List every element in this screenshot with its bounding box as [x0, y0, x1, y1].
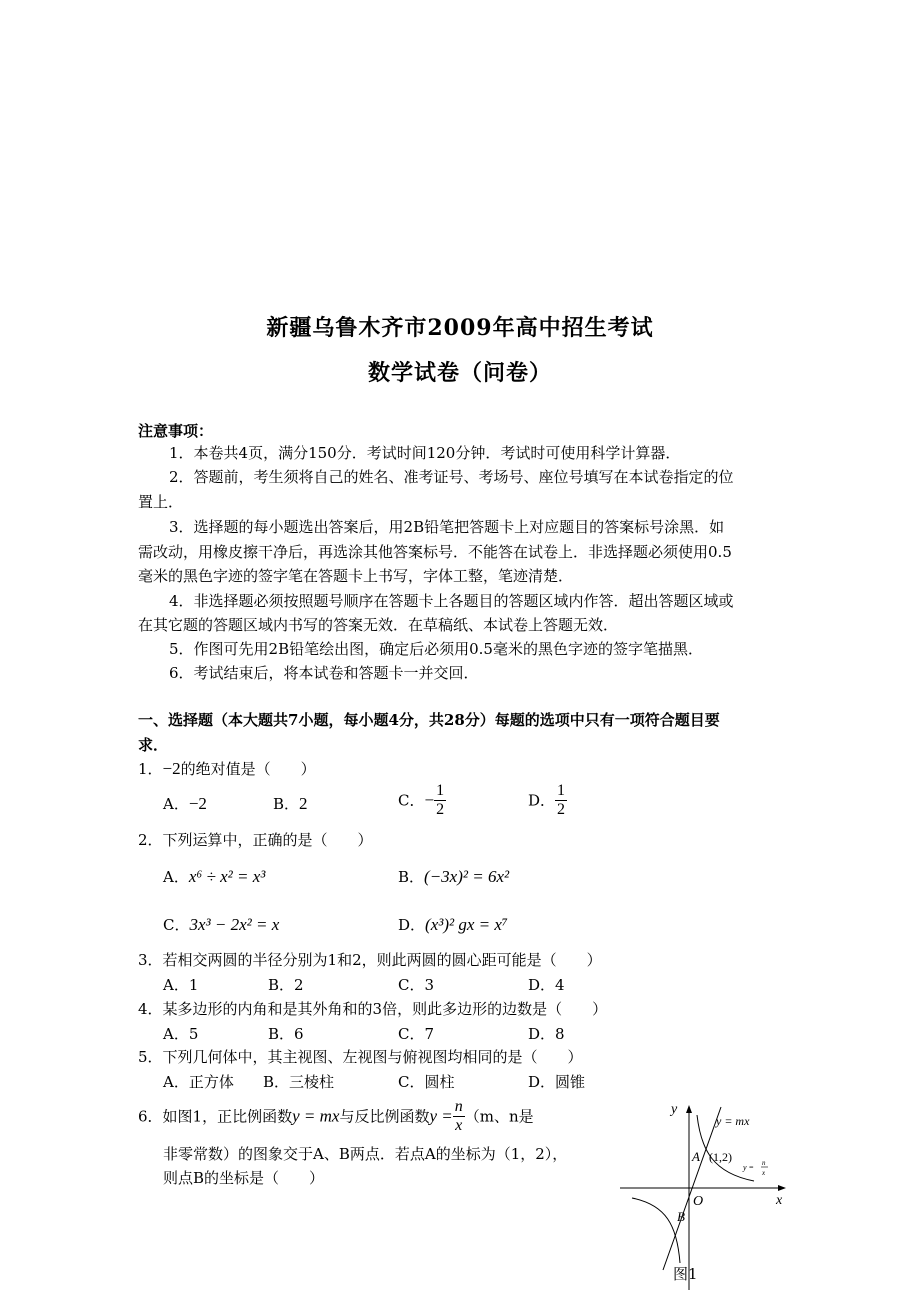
q4-option-a: A．5 — [163, 1025, 199, 1043]
q6-part2: 与反比例函数 — [339, 1107, 430, 1126]
q6-fn2-fraction — [453, 1098, 465, 1135]
q1-c-label: C． — [398, 791, 425, 810]
q3-option-b: B．2 — [268, 976, 304, 994]
q1-a-label: A． — [163, 795, 189, 813]
q1-number: 1． — [138, 760, 163, 778]
note-3-cont1: 需改动，用橡皮擦干净后，再选涂其他答案标号．不能答在试卷上．非选择题必须使用0.5 — [138, 543, 732, 561]
q5-option-d: D．圆锥 — [528, 1073, 586, 1091]
label-line: y = mx — [716, 1114, 750, 1128]
q4-option-d: D．8 — [528, 1025, 565, 1043]
note-5: 5．作图可先用2B铅笔绘出图，确定后必须用0.5毫米的黑色字迹的签字笔描黑． — [169, 640, 703, 658]
q6-part3: （m、n是 — [464, 1107, 534, 1126]
note-1: 1．本卷共4页，满分150分．考试时间120分钟．考试时可使用科学计算器． — [169, 444, 681, 462]
q2-a-expr: x⁶ ÷ x² = x³ — [188, 867, 266, 886]
q4-option-b: B．6 — [268, 1025, 304, 1043]
q1-d-numerator: 1 — [557, 782, 566, 799]
note-3: 3．选择题的每小题选出答案后，用2B铅笔把答题卡上对应题目的答案标号涂黑．如 — [169, 518, 725, 536]
note-6: 6．考试结束后，将本试卷和答题卡一并交回． — [169, 664, 479, 682]
q1-d-denominator: 2 — [557, 801, 566, 818]
q6-fn2-num: n — [454, 1098, 463, 1115]
q1-d-label: D． — [528, 791, 556, 810]
q5-option-a: A．正方体 — [163, 1073, 234, 1091]
q1-d-fraction — [555, 782, 567, 819]
q2-b-label: B． — [398, 868, 425, 886]
q1-option-c — [398, 782, 446, 819]
q1-option-a — [163, 793, 207, 815]
q2-option-b — [398, 866, 509, 888]
section-heading-cont: 求． — [138, 736, 169, 754]
question-4: 4．某多边形的内角和是其外角和的3倍，则此多边形的边数是（ ） — [138, 1000, 608, 1018]
q1-c-numerator: 1 — [436, 782, 445, 799]
q1-c-denominator: 2 — [436, 801, 445, 818]
note-4-cont: 在其它题的答题区域内书写的答案无效．在草稿纸、本试卷上答题无效． — [138, 616, 619, 634]
q1-b-label: B． — [273, 795, 300, 813]
hyperbola-lower-branch — [632, 1198, 680, 1263]
q2-option-c — [163, 914, 279, 936]
figure-caption: 图1 — [673, 1265, 698, 1283]
figure-1 — [618, 1095, 808, 1295]
label-B: B — [677, 1209, 685, 1224]
q2-d-label: D． — [398, 916, 426, 934]
page-subtitle: 数学试卷（问卷） — [367, 360, 552, 386]
q2-option-d — [398, 914, 508, 936]
question-2: 2．下列运算中，正确的是（ ） — [138, 831, 373, 849]
label-y: y — [671, 1102, 678, 1117]
q1-c-fraction — [434, 782, 446, 819]
q1-text: 的绝对值是（ ） — [180, 760, 316, 778]
label-curve-den: x — [762, 1169, 766, 1177]
note-2: 2．答题前，考生须将自己的姓名、准考证号、考场号、座位号填写在本试卷指定的位 — [169, 468, 734, 486]
q6-fn1: y = mx — [292, 1106, 340, 1126]
question-3: 3．若相交两圆的半径分别为1和2，则此两圆的圆心距可能是（ ） — [138, 951, 602, 969]
note-4: 4．非选择题必须按照题号顺序在答题卡上各题目的答题区域内作答．超出答题区域或 — [169, 592, 734, 610]
note-3-cont2: 毫米的黑色字迹的签字笔在答题卡上书写，字体工整，笔迹清楚． — [138, 567, 574, 585]
q3-option-d: D．4 — [528, 976, 565, 994]
q6-line3: 则点B的坐标是（ ） — [163, 1169, 325, 1187]
q2-c-label: C． — [163, 916, 190, 934]
section-heading: 一、选择题（本大题共7小题，每小题4分，共28分）每题的选项中只有一项符合题目要 — [138, 711, 720, 729]
q5-option-b: B．三棱柱 — [263, 1073, 335, 1091]
label-curve-num: n — [762, 1159, 766, 1167]
q6-line2: 非零常数）的图象交于A、B两点．若点A的坐标为（1，2）， — [163, 1145, 568, 1163]
q3-option-c: C．3 — [398, 976, 435, 994]
q4-option-c: C．7 — [398, 1025, 435, 1043]
x-axis-arrow — [778, 1185, 786, 1191]
label-curve-lhs: y = — [743, 1163, 754, 1172]
y-axis-arrow — [686, 1105, 692, 1113]
question-5: 5．下列几何体中，其主视图、左视图与俯视图均相同的是（ ） — [138, 1048, 583, 1066]
q2-c-expr: 3x³ − 2x² = x — [189, 915, 280, 934]
q2-b-expr: (−3x)² = 6x² — [424, 867, 510, 886]
q1-a-value: −2 — [188, 794, 207, 813]
notes-heading: 注意事项： — [138, 422, 214, 440]
q2-a-label: A． — [163, 868, 189, 886]
question-6 — [138, 1098, 534, 1135]
q6-part1: 6．如图1，正比例函数 — [138, 1107, 293, 1126]
label-x: x — [776, 1193, 783, 1208]
q1-c-sign: − — [424, 790, 435, 810]
label-point-A: (1,2) — [709, 1150, 732, 1164]
q6-fn2-lhs: y = — [429, 1106, 453, 1126]
q1-option-d — [528, 782, 567, 819]
q1-expr: −2 — [162, 759, 181, 778]
question-1 — [138, 758, 316, 780]
page-title: 新疆乌鲁木齐市2009年高中招生考试 — [266, 315, 654, 341]
q2-option-a — [163, 866, 265, 888]
label-O: O — [693, 1194, 704, 1209]
q1-b-value: 2 — [299, 794, 308, 813]
q3-option-a: A．1 — [163, 976, 199, 994]
q6-fn2-den: x — [455, 1117, 463, 1134]
q2-d-expr: (x³)² gx = x⁷ — [425, 915, 508, 934]
q1-option-b — [273, 793, 308, 815]
note-2-cont: 置上． — [138, 493, 184, 511]
label-A: A — [692, 1149, 700, 1164]
q5-option-c: C．圆柱 — [398, 1073, 455, 1091]
